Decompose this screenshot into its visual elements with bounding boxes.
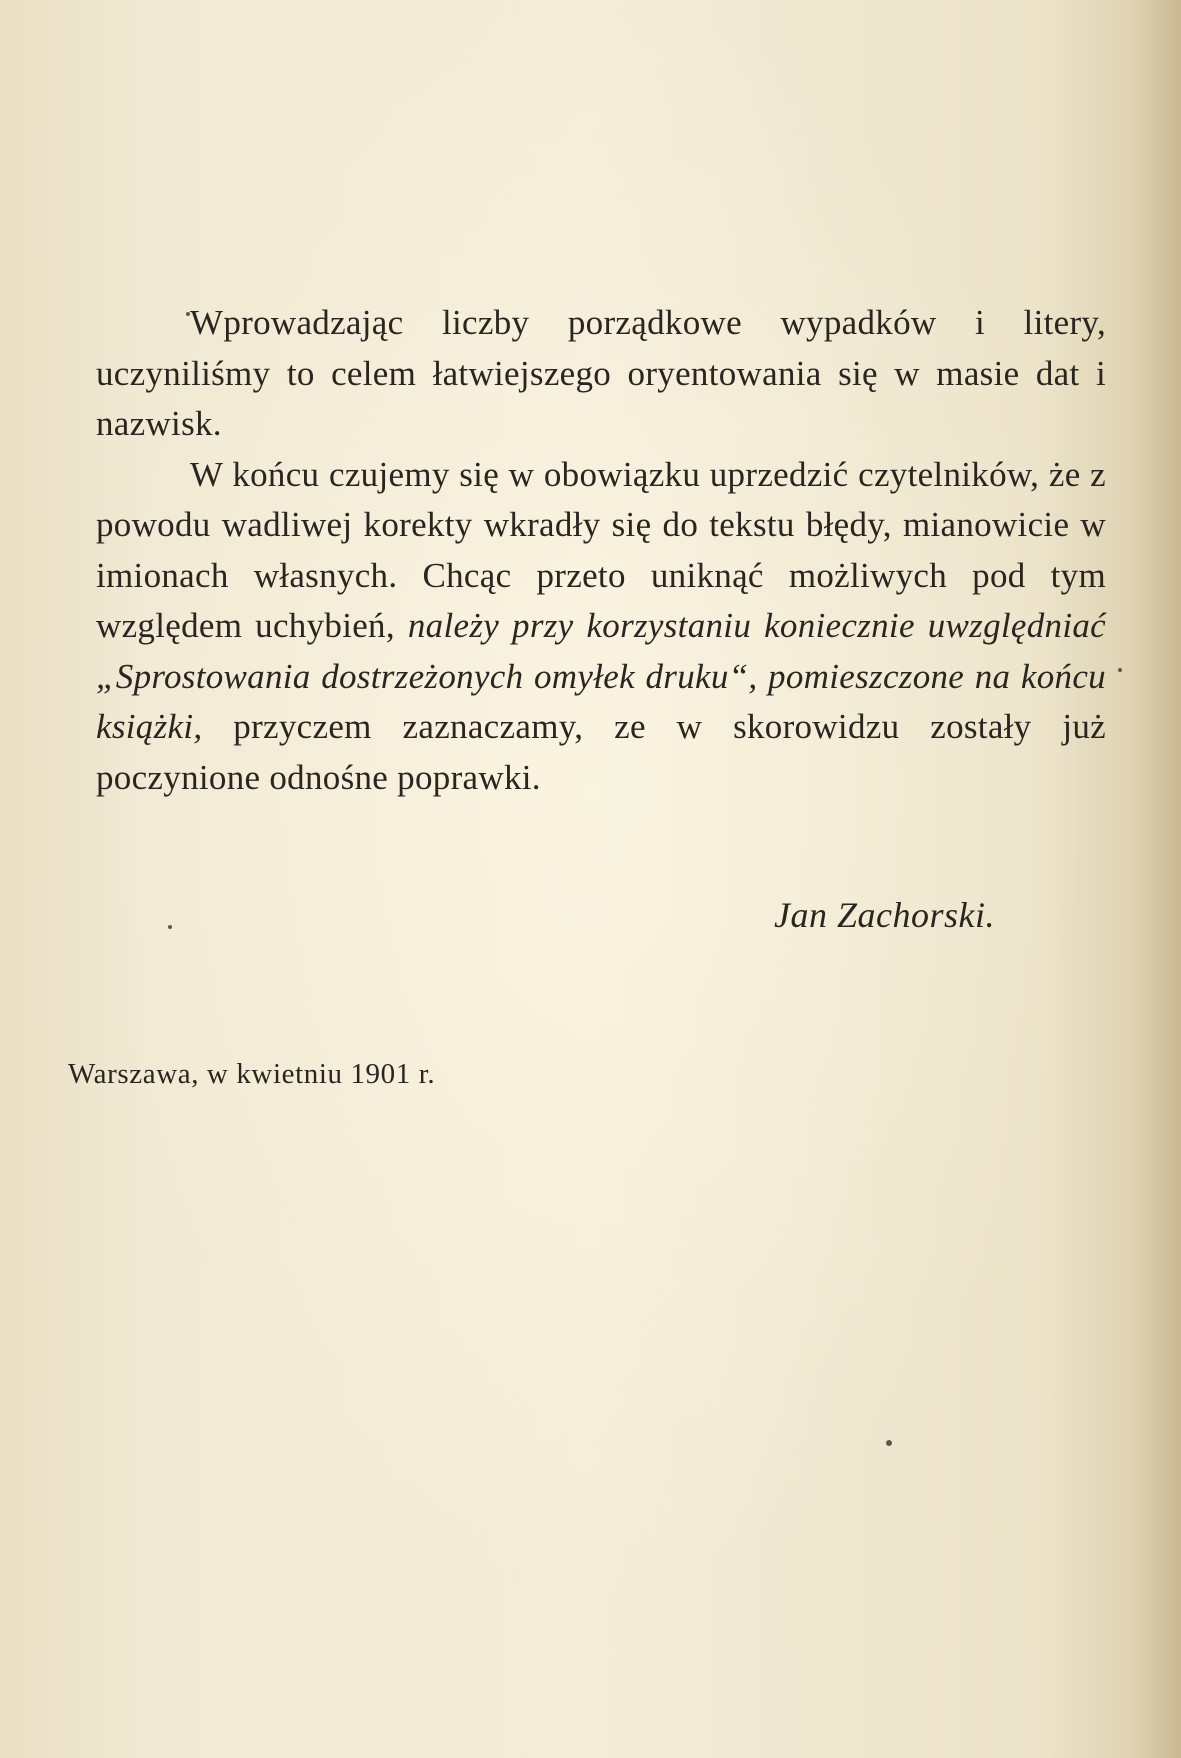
paragraph-2-text-start: W końcu czujemy się w obowiązku uprzedzić czytelników, że z powodu wadliwej korekty wkradły się do tekstu błędy, mianowicie w imionach własnych. Chcąc przeto uniknąć możliwych pod tym względem uchybień, — [96, 454, 1106, 645]
paragraph-2-italic-notice: należy przy korzystaniu koniecznie uwzględniać „Sprostowania dostrzeżonych omyłek druku“, pomieszczone na końcu książki, — [96, 606, 1106, 746]
ink-speck — [886, 1440, 892, 1446]
paragraph-numbering-note — [96, 298, 1106, 450]
ink-speck — [186, 312, 190, 316]
place-and-date: Warszawa, w kwietniu 1901 r. — [68, 1058, 436, 1090]
author-signature: Jan Zachorski. — [774, 895, 995, 935]
paragraph-errata-note — [96, 450, 1106, 804]
paragraph-1-text: Wprowadzając liczby porządkowe wypadków i litery, uczyniliśmy to celem łatwiejszego oryentowania się w masie dat i nazwisk. — [96, 303, 1106, 443]
ink-speck — [168, 925, 172, 929]
ink-speck — [1118, 668, 1122, 672]
paragraph-2-text-end: przyczem zaznaczamy, ze w skorowidzu zostały już poczynione odnośne poprawki. — [96, 707, 1106, 797]
page-edge-shadow — [1133, 0, 1181, 1758]
main-text — [96, 298, 1106, 803]
